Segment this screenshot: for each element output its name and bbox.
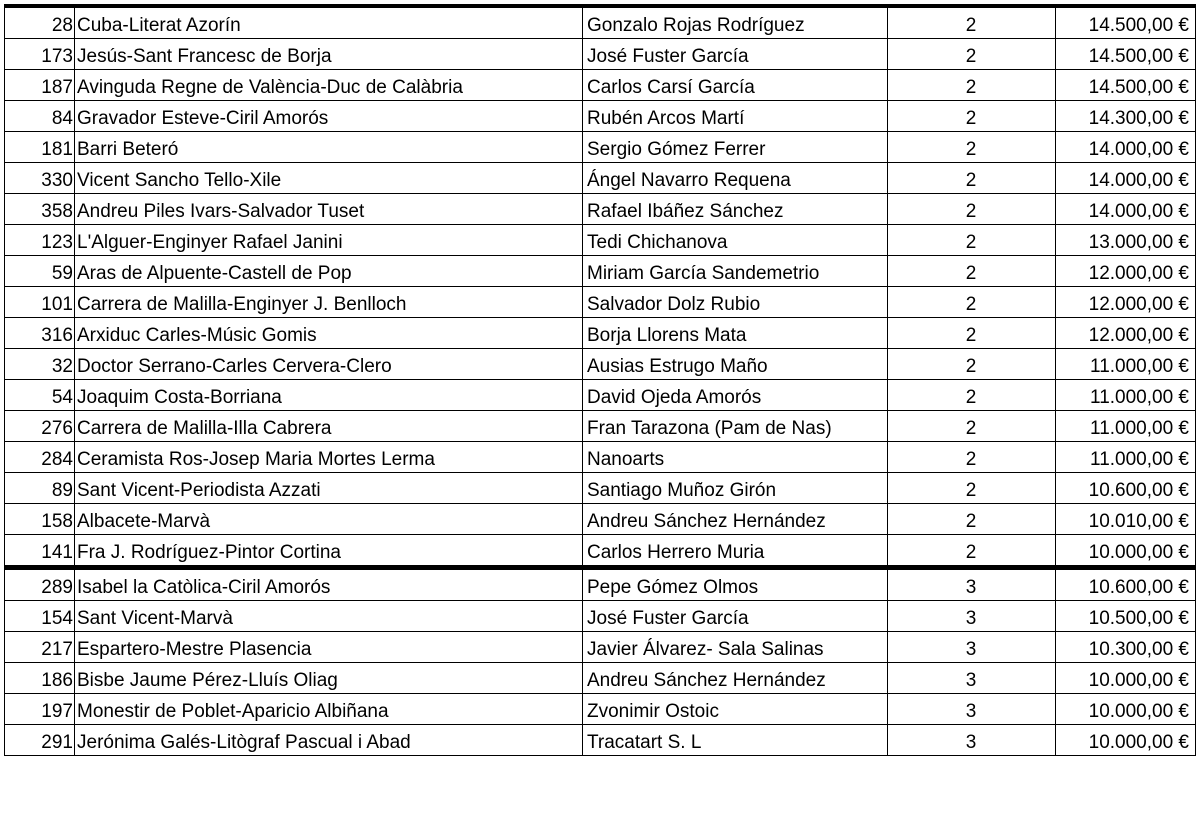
street-name: Monestir de Poblet-Aparicio Albiñana	[75, 694, 583, 725]
table-row	[5, 601, 1196, 632]
row-number: 54	[5, 380, 75, 411]
street-name: Carrera de Malilla-Illa Cabrera	[75, 411, 583, 442]
artist-name: Ausias Estrugo Maño	[583, 349, 888, 380]
category-cell: 2	[888, 380, 1056, 411]
category-cell: 2	[888, 504, 1056, 535]
artist-name: Rubén Arcos Martí	[583, 101, 888, 132]
row-number: 291	[5, 725, 75, 756]
row-number: 330	[5, 163, 75, 194]
amount-cell: 11.000,00 €	[1056, 380, 1196, 411]
amount-cell: 11.000,00 €	[1056, 411, 1196, 442]
street-name: Jesús-Sant Francesc de Borja	[75, 39, 583, 70]
table-row	[5, 411, 1196, 442]
table-row	[5, 568, 1196, 601]
category-cell: 2	[888, 318, 1056, 349]
table-row	[5, 473, 1196, 504]
street-name: Cuba-Literat Azorín	[75, 6, 583, 39]
amount-cell: 14.000,00 €	[1056, 132, 1196, 163]
artist-name: Sergio Gómez Ferrer	[583, 132, 888, 163]
amount-cell: 12.000,00 €	[1056, 318, 1196, 349]
row-number: 276	[5, 411, 75, 442]
category-cell: 3	[888, 725, 1056, 756]
street-name: Aras de Alpuente-Castell de Pop	[75, 256, 583, 287]
street-name: Sant Vicent-Periodista Azzati	[75, 473, 583, 504]
row-number: 32	[5, 349, 75, 380]
street-name: Barri Beteró	[75, 132, 583, 163]
amount-cell: 14.500,00 €	[1056, 39, 1196, 70]
row-number: 217	[5, 632, 75, 663]
category-cell: 2	[888, 39, 1056, 70]
results-table-body	[5, 6, 1196, 756]
artist-name: Tracatart S. L	[583, 725, 888, 756]
table-row	[5, 442, 1196, 473]
street-name: Carrera de Malilla-Enginyer J. Benlloch	[75, 287, 583, 318]
amount-cell: 10.500,00 €	[1056, 601, 1196, 632]
category-cell: 2	[888, 442, 1056, 473]
table-row	[5, 287, 1196, 318]
artist-name: Salvador Dolz Rubio	[583, 287, 888, 318]
street-name: Sant Vicent-Marvà	[75, 601, 583, 632]
amount-cell: 11.000,00 €	[1056, 349, 1196, 380]
category-cell: 3	[888, 694, 1056, 725]
category-cell: 2	[888, 163, 1056, 194]
row-number: 89	[5, 473, 75, 504]
amount-cell: 13.000,00 €	[1056, 225, 1196, 256]
table-row	[5, 694, 1196, 725]
table-row	[5, 225, 1196, 256]
category-cell: 2	[888, 6, 1056, 39]
amount-cell: 10.600,00 €	[1056, 473, 1196, 504]
amount-cell: 11.000,00 €	[1056, 442, 1196, 473]
artist-name: Carlos Carsí García	[583, 70, 888, 101]
artist-name: Fran Tarazona (Pam de Nas)	[583, 411, 888, 442]
row-number: 284	[5, 442, 75, 473]
amount-cell: 14.300,00 €	[1056, 101, 1196, 132]
amount-cell: 10.300,00 €	[1056, 632, 1196, 663]
category-cell: 3	[888, 632, 1056, 663]
artist-name: José Fuster García	[583, 601, 888, 632]
artist-name: Ángel Navarro Requena	[583, 163, 888, 194]
row-number: 289	[5, 568, 75, 601]
table-row	[5, 132, 1196, 163]
street-name: Vicent Sancho Tello-Xile	[75, 163, 583, 194]
row-number: 186	[5, 663, 75, 694]
category-cell: 3	[888, 568, 1056, 601]
artist-name: Javier Álvarez- Sala Salinas	[583, 632, 888, 663]
artist-name: David Ojeda Amorós	[583, 380, 888, 411]
category-cell: 2	[888, 411, 1056, 442]
table-row	[5, 6, 1196, 39]
row-number: 197	[5, 694, 75, 725]
table-row	[5, 39, 1196, 70]
category-cell: 2	[888, 349, 1056, 380]
artist-name: Gonzalo Rojas Rodríguez	[583, 6, 888, 39]
table-row	[5, 256, 1196, 287]
street-name: Gravador Esteve-Ciril Amorós	[75, 101, 583, 132]
table-row	[5, 725, 1196, 756]
amount-cell: 14.000,00 €	[1056, 194, 1196, 225]
row-number: 59	[5, 256, 75, 287]
artist-name: Tedi Chichanova	[583, 225, 888, 256]
artist-name: Andreu Sánchez Hernández	[583, 663, 888, 694]
table-row	[5, 535, 1196, 568]
amount-cell: 10.600,00 €	[1056, 568, 1196, 601]
category-cell: 3	[888, 663, 1056, 694]
row-number: 181	[5, 132, 75, 163]
street-name: Albacete-Marvà	[75, 504, 583, 535]
street-name: Andreu Piles Ivars-Salvador Tuset	[75, 194, 583, 225]
row-number: 141	[5, 535, 75, 568]
row-number: 28	[5, 6, 75, 39]
category-cell: 2	[888, 256, 1056, 287]
artist-name: Miriam García Sandemetrio	[583, 256, 888, 287]
artist-name: Zvonimir Ostoic	[583, 694, 888, 725]
street-name: Fra J. Rodríguez-Pintor Cortina	[75, 535, 583, 568]
amount-cell: 10.000,00 €	[1056, 535, 1196, 568]
artist-name: José Fuster García	[583, 39, 888, 70]
table-row	[5, 70, 1196, 101]
category-cell: 2	[888, 70, 1056, 101]
table-row	[5, 163, 1196, 194]
row-number: 154	[5, 601, 75, 632]
category-cell: 2	[888, 287, 1056, 318]
amount-cell: 12.000,00 €	[1056, 287, 1196, 318]
results-table	[4, 4, 1196, 756]
table-row	[5, 101, 1196, 132]
amount-cell: 14.500,00 €	[1056, 70, 1196, 101]
category-cell: 2	[888, 194, 1056, 225]
street-name: Ceramista Ros-Josep Maria Mortes Lerma	[75, 442, 583, 473]
category-cell: 2	[888, 473, 1056, 504]
street-name: Bisbe Jaume Pérez-Lluís Oliag	[75, 663, 583, 694]
category-cell: 3	[888, 601, 1056, 632]
amount-cell: 10.000,00 €	[1056, 694, 1196, 725]
amount-cell: 14.000,00 €	[1056, 163, 1196, 194]
category-cell: 2	[888, 132, 1056, 163]
row-number: 358	[5, 194, 75, 225]
table-row	[5, 632, 1196, 663]
table-row	[5, 318, 1196, 349]
category-cell: 2	[888, 535, 1056, 568]
table-row	[5, 663, 1196, 694]
artist-name: Andreu Sánchez Hernández	[583, 504, 888, 535]
row-number: 173	[5, 39, 75, 70]
row-number: 123	[5, 225, 75, 256]
artist-name: Pepe Gómez Olmos	[583, 568, 888, 601]
street-name: Jerónima Galés-Litògraf Pascual i Abad	[75, 725, 583, 756]
artist-name: Carlos Herrero Muria	[583, 535, 888, 568]
artist-name: Nanoarts	[583, 442, 888, 473]
row-number: 101	[5, 287, 75, 318]
amount-cell: 12.000,00 €	[1056, 256, 1196, 287]
street-name: Joaquim Costa-Borriana	[75, 380, 583, 411]
artist-name: Borja Llorens Mata	[583, 318, 888, 349]
table-row	[5, 504, 1196, 535]
category-cell: 2	[888, 101, 1056, 132]
table-row	[5, 380, 1196, 411]
category-cell: 2	[888, 225, 1056, 256]
table-row	[5, 349, 1196, 380]
row-number: 187	[5, 70, 75, 101]
amount-cell: 10.010,00 €	[1056, 504, 1196, 535]
amount-cell: 10.000,00 €	[1056, 725, 1196, 756]
street-name: Arxiduc Carles-Músic Gomis	[75, 318, 583, 349]
row-number: 84	[5, 101, 75, 132]
artist-name: Santiago Muñoz Girón	[583, 473, 888, 504]
street-name: Espartero-Mestre Plasencia	[75, 632, 583, 663]
street-name: L'Alguer-Enginyer Rafael Janini	[75, 225, 583, 256]
artist-name: Rafael Ibáñez Sánchez	[583, 194, 888, 225]
street-name: Doctor Serrano-Carles Cervera-Clero	[75, 349, 583, 380]
row-number: 316	[5, 318, 75, 349]
amount-cell: 10.000,00 €	[1056, 663, 1196, 694]
row-number: 158	[5, 504, 75, 535]
street-name: Avinguda Regne de València-Duc de Calàbria	[75, 70, 583, 101]
street-name: Isabel la Catòlica-Ciril Amorós	[75, 568, 583, 601]
amount-cell: 14.500,00 €	[1056, 6, 1196, 39]
table-row	[5, 194, 1196, 225]
